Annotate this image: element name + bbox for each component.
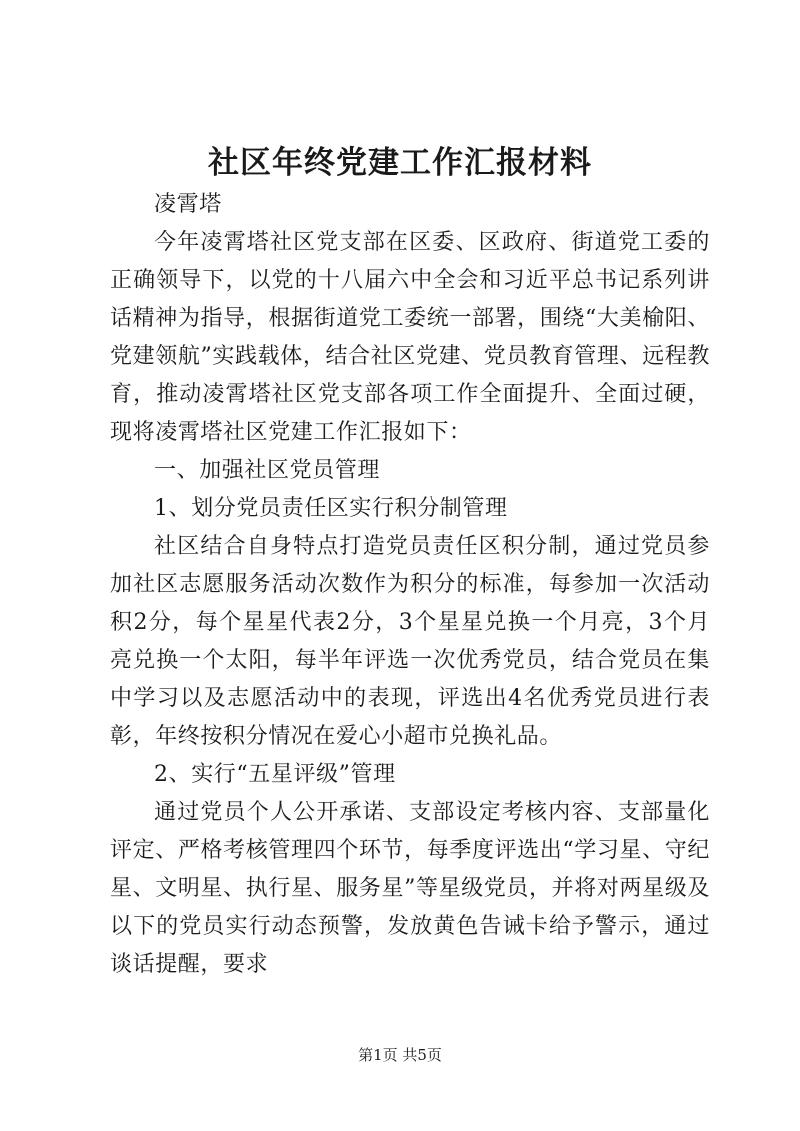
paragraph-body: 社区结合自身特点打造党员责任区积分制，通过党员参加社区志愿服务活动次数作为积分的标准，每参加一次活动积2分，每个星星代表2分，3个星星兑换一个月亮，3个月亮兑换一个太阳，每半年评选一次优秀党员，结合党员在集中学习以及志愿活动中的表现，评选出4名优秀党员进行表彰，年终按积分情况在爱心小超市兑换礼品。 — [110, 534, 710, 749]
document-body — [110, 186, 710, 984]
subsection-heading: 1、划分党员责任区实行积分制管理 — [154, 496, 508, 521]
page-footer: 第1页 共5页 — [358, 1046, 442, 1064]
subsection-heading: 2、实行“五星评级”管理 — [154, 762, 396, 787]
section-heading: 一、加强社区党员管理 — [154, 458, 381, 483]
paragraph-body: 通过党员个人公开承诺、支部设定考核内容、支部量化评定、严格考核管理四个环节，每季度评选出“学习星、守纪星、文明星、执行星、服务星”等星级党员，并将对两星级及以下的党员实行动态预警，发放黄色告诫卡给予警示，通过谈话提醒，要求 — [110, 800, 710, 977]
document-title: 社区年终党建工作汇报材料 — [208, 145, 592, 181]
author-line: 凌霄塔 — [154, 192, 222, 217]
paragraph-intro: 今年凌霄塔社区党支部在区委、区政府、街道党工委的正确领导下，以党的十八届六中全会和习近平总书记系列讲话精神为指导，根据街道党工委统一部署，围绕“大美榆阳、党建领航”实践载体，结合社区党建、党员教育管理、远程教育，推动凌霄塔社区党支部各项工作全面提升、全面过硬，现将凌霄塔社区党建工作汇报如下： — [110, 230, 710, 445]
